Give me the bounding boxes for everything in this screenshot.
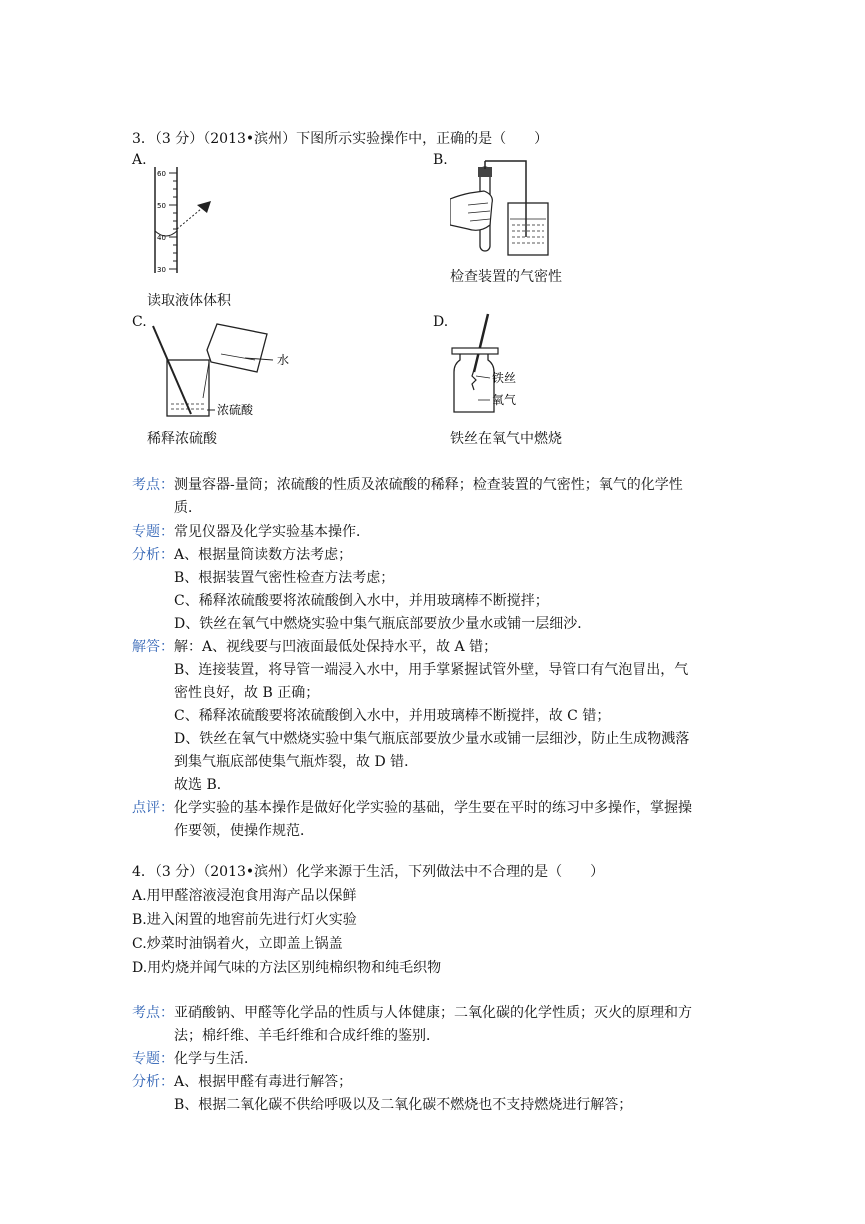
- fig-a-tick-50: 50: [157, 202, 166, 210]
- fig-a-tick-30: 30: [157, 266, 166, 274]
- q4-kaodian-line-1: 亚硝酸钠、甲醛等化学品的性质与人体健康；二氧化碳的化学性质；灭火的原理和方: [174, 1005, 692, 1021]
- q3-jieda-line: 到集气瓶底部使集气瓶炸裂，故 D 错．: [174, 754, 419, 770]
- q3-jieda-label: 解答：: [132, 639, 174, 655]
- q4-fenxi-line: B、根据二氧化碳不供给呼吸以及二氧化碳不燃烧也不支持燃烧进行解答；: [174, 1097, 633, 1113]
- figure-b-airtightness-apparatus: [450, 155, 560, 260]
- q3-jieda-line: 故选 B．: [174, 777, 231, 793]
- figure-b-caption: 检查装置的气密性: [450, 269, 562, 285]
- q4-option: D.用灼烧并闻气味的方法区别纯棉织物和纯毛织物: [132, 960, 442, 976]
- q3-fenxi-label: 分析：: [132, 547, 174, 563]
- q3-dianping-line: 作要领，使操作规范．: [174, 823, 314, 839]
- q3-dianping-line: 化学实验的基本操作是做好化学实验的基础，学生要在平时的练习中多操作，掌握操: [174, 800, 692, 816]
- fig-d-oxygen-label: 氧气: [492, 393, 517, 407]
- fig-a-tick-60: 60: [157, 170, 166, 178]
- q4-kaodian-label: 考点：: [132, 1005, 174, 1021]
- figure-a-graduated-cylinder: [145, 165, 225, 280]
- q4-option: C.炒菜时油锅着火，立即盖上锅盖: [132, 936, 343, 952]
- q4-option: A.用甲醛溶液浸泡食用海产品以保鲜: [132, 888, 357, 904]
- figure-a-caption: 读取液体体积: [147, 293, 231, 309]
- q4-title: 4．（3 分）（2013•滨州）化学来源于生活，下列做法中不合理的是（ ）: [132, 864, 605, 880]
- q3-fenxi-line: B、根据装置气密性检查方法考虑；: [174, 570, 395, 586]
- q3-zhuanti: 常见仪器及化学实验基本操作．: [174, 524, 370, 540]
- q3-kaodian-line-2: 质．: [174, 500, 202, 516]
- fig-c-water-label: 水: [277, 353, 290, 367]
- q4-kaodian-line-2: 法；棉纤维、羊毛纤维和合成纤维的鉴别．: [174, 1028, 440, 1044]
- figure-d-caption: 铁丝在氧气中燃烧: [450, 431, 562, 447]
- q3-fenxi-line: D、铁丝在氧气中燃烧实验中集气瓶底部要放少量水或铺一层细沙．: [174, 616, 592, 632]
- q4-zhuanti: 化学与生活．: [174, 1051, 258, 1067]
- option-a-letter: A.: [132, 152, 147, 168]
- figure-c-caption: 稀释浓硫酸: [147, 431, 217, 447]
- figure-d-iron-combustion-apparatus: [448, 312, 538, 422]
- option-d-letter: D.: [433, 314, 449, 330]
- q3-fenxi-line: A、根据量筒读数方法考虑；: [174, 547, 353, 563]
- q3-jieda-line: 密性良好，故 B 正确；: [174, 685, 320, 701]
- q4-zhuanti-label: 专题：: [132, 1051, 174, 1067]
- q4-fenxi-line: A、根据甲醛有毒进行解答；: [174, 1074, 353, 1090]
- q3-jieda-line: B、连接装置，将导管一端浸入水中，用手掌紧握试管外壁，导管口有气泡冒出，气: [174, 662, 689, 678]
- q4-fenxi-label: 分析：: [132, 1074, 174, 1090]
- figure-c-dilution-apparatus: [145, 320, 315, 420]
- q3-jieda-line: D、铁丝在氧气中燃烧实验中集气瓶底部要放少量水或铺一层细沙，防止生成物溅落: [174, 731, 690, 747]
- fig-d-wire-label: 铁丝: [492, 371, 517, 385]
- fig-c-acid-label: 浓硫酸: [217, 403, 254, 417]
- option-c-letter: C.: [132, 314, 147, 330]
- q3-title: 3．（3 分）（2013•滨州）下图所示实验操作中，正确的是（ ）: [132, 131, 549, 147]
- q3-dianping-label: 点评：: [132, 800, 174, 816]
- fig-a-tick-40: 40: [157, 234, 166, 242]
- q3-jieda-line: C、稀释浓硫酸要将浓硫酸倒入水中，并用玻璃棒不断搅拌，故 C 错；: [174, 708, 611, 724]
- q3-kaodian-label: 考点：: [132, 477, 174, 493]
- option-b-letter: B.: [433, 152, 448, 168]
- q4-option: B.进入闲置的地窖前先进行灯火实验: [132, 912, 357, 928]
- q3-kaodian-line-1: 测量容器-量筒；浓硫酸的性质及浓硫酸的稀释；检查装置的气密性；氧气的化学性: [174, 477, 683, 493]
- q3-jieda-line: 解：A、视线要与凹液面最低处保持水平，故 A 错；: [174, 639, 498, 655]
- q3-fenxi-line: C、稀释浓硫酸要将浓硫酸倒入水中，并用玻璃棒不断搅拌；: [174, 593, 549, 609]
- q3-zhuanti-label: 专题：: [132, 524, 174, 540]
